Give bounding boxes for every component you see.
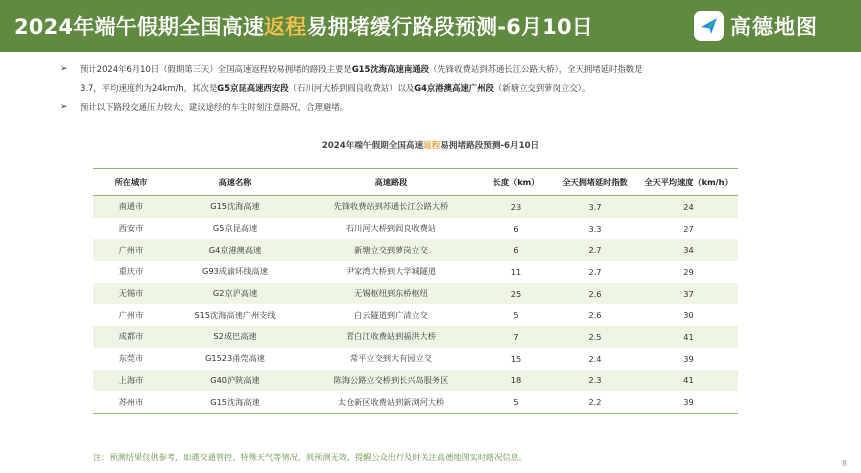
table-cell: 2.7: [551, 261, 639, 283]
page-number: 8: [841, 459, 847, 468]
col-header-section: 高速路段: [301, 169, 481, 196]
table-cell: 尹家湾大桥到大学城隧道: [301, 261, 481, 283]
table-cell: 5: [481, 304, 551, 326]
table-cell: G93成渝环线高速: [169, 261, 301, 283]
table-cell: 白云隧道到广清立交: [301, 304, 481, 326]
congestion-table: [93, 168, 738, 414]
table-row: [93, 304, 738, 326]
table-cell: 上海市: [93, 370, 169, 392]
table-cell: 2.5: [551, 326, 639, 348]
table-row: [93, 370, 738, 392]
table-row: [93, 391, 738, 413]
table-cell: 无锡市: [93, 283, 169, 305]
table-cell: 东莞市: [93, 348, 169, 370]
header-banner: [0, 0, 861, 52]
table-cell: 2.4: [551, 348, 639, 370]
table-cell: 陈海公路立交桥到长兴岛服务区: [301, 370, 481, 392]
table-cell: 广州市: [93, 304, 169, 326]
table-row: [93, 239, 738, 261]
table-cell: 7: [481, 326, 551, 348]
amap-arrow-icon: [694, 11, 724, 41]
table-cell: 24: [639, 196, 738, 218]
table-cell: 新塘立交到萝岗立交: [301, 239, 481, 261]
table-cell: G15沈海高速: [169, 391, 301, 413]
logo-text: 高德地图: [730, 15, 818, 39]
table-cell: G40沪陕高速: [169, 370, 301, 392]
bullet-arrow-icon: ➢: [60, 64, 68, 74]
table-row: [93, 261, 738, 283]
table-cell: 常平立交到大有园立交: [301, 348, 481, 370]
table-cell: 29: [639, 261, 738, 283]
page-title: 2024年端午假期全国高速返程易拥堵缓行路段预测-6月10日: [14, 15, 594, 39]
table-cell: 2.6: [551, 304, 639, 326]
table-cell: 2.6: [551, 283, 639, 305]
table-header-row: [93, 169, 738, 196]
bullet-item: ➢ 预计2024年6月10日（假期第三天）全国高速返程较易拥堵的路段主要是G15沈海高速南通段（先锋收费站到苏通长江公路大桥），全天拥堵延时指数是 3.7，平均速度约为24km/h，其次是G5京昆高速西安段（石川河大桥到阎良收费站）以及G4京港澳高速广州段（新塘立交到萝岗立交）。: [60, 60, 820, 98]
col-header-avg-speed: 全天平均速度（km/h）: [639, 169, 738, 196]
summary-bullets: [60, 60, 820, 117]
table-cell: 广州市: [93, 239, 169, 261]
amap-logo: [694, 10, 818, 42]
table-cell: G15沈海高速: [169, 196, 301, 218]
table-cell: 30: [639, 304, 738, 326]
table-cell: 南通市: [93, 196, 169, 218]
table-cell: 太仓新区收费站到新浏河大桥: [301, 391, 481, 413]
title-highlight: 返程: [264, 15, 307, 39]
table-cell: 重庆市: [93, 261, 169, 283]
table-cell: 先锋收费站到苏通长江公路大桥: [301, 196, 481, 218]
table-cell: 2.2: [551, 391, 639, 413]
col-header-length: 长度（km）: [481, 169, 551, 196]
table-cell: 39: [639, 391, 738, 413]
table-row: [93, 283, 738, 305]
table-row: [93, 348, 738, 370]
table-cell: 西安市: [93, 218, 169, 240]
table-cell: 无锡枢纽到东桥枢纽: [301, 283, 481, 305]
table-cell: 34: [639, 239, 738, 261]
table-cell: 39: [639, 348, 738, 370]
table-cell: 2.3: [551, 370, 639, 392]
col-header-highway: 高速名称: [169, 169, 301, 196]
col-header-delay-index: 全天拥堵延时指数: [551, 169, 639, 196]
table-cell: S15沈海高速广州支线: [169, 304, 301, 326]
table-cell: 3.7: [551, 196, 639, 218]
table-cell: G5京昆高速: [169, 218, 301, 240]
table-cell: G4京港澳高速: [169, 239, 301, 261]
table-cell: G1523甬莞高速: [169, 348, 301, 370]
table-cell: 石川河大桥到阎良收费站: [301, 218, 481, 240]
table-cell: 41: [639, 370, 738, 392]
table-cell: 苏州市: [93, 391, 169, 413]
table-cell: G2京沪高速: [169, 283, 301, 305]
table-row: [93, 218, 738, 240]
table-cell: 18: [481, 370, 551, 392]
table-cell: 41: [639, 326, 738, 348]
col-header-city: 所在城市: [93, 169, 169, 196]
footnote: 注：预测结果仅供参考，如遇交通管控、特殊天气等情况，则预测无效，提醒公众出行及时关注高德地图实时路况信息。: [93, 452, 527, 462]
bullet-arrow-icon: ➢: [60, 102, 68, 112]
table-title: 2024年端午假期全国高速返程易拥堵路段预测-6月10日: [321, 141, 540, 151]
table-cell: 27: [639, 218, 738, 240]
table-cell: 25: [481, 283, 551, 305]
bullet-item: ➢ 预计以下路段交通压力较大，建议途经的车主时刻注意路况，合理避堵。: [60, 98, 820, 117]
table-cell: 3.3: [551, 218, 639, 240]
table-cell: 6: [481, 218, 551, 240]
table-cell: 2.7: [551, 239, 639, 261]
table-cell: S2成巴高速: [169, 326, 301, 348]
table-cell: 6: [481, 239, 551, 261]
table-cell: 11: [481, 261, 551, 283]
table-cell: 15: [481, 348, 551, 370]
table-cell: 23: [481, 196, 551, 218]
table-row: [93, 196, 738, 218]
table-cell: 5: [481, 391, 551, 413]
table-cell: 青白江收费站到福洪大桥: [301, 326, 481, 348]
table-cell: 37: [639, 283, 738, 305]
table-cell: 成都市: [93, 326, 169, 348]
table-row: [93, 326, 738, 348]
